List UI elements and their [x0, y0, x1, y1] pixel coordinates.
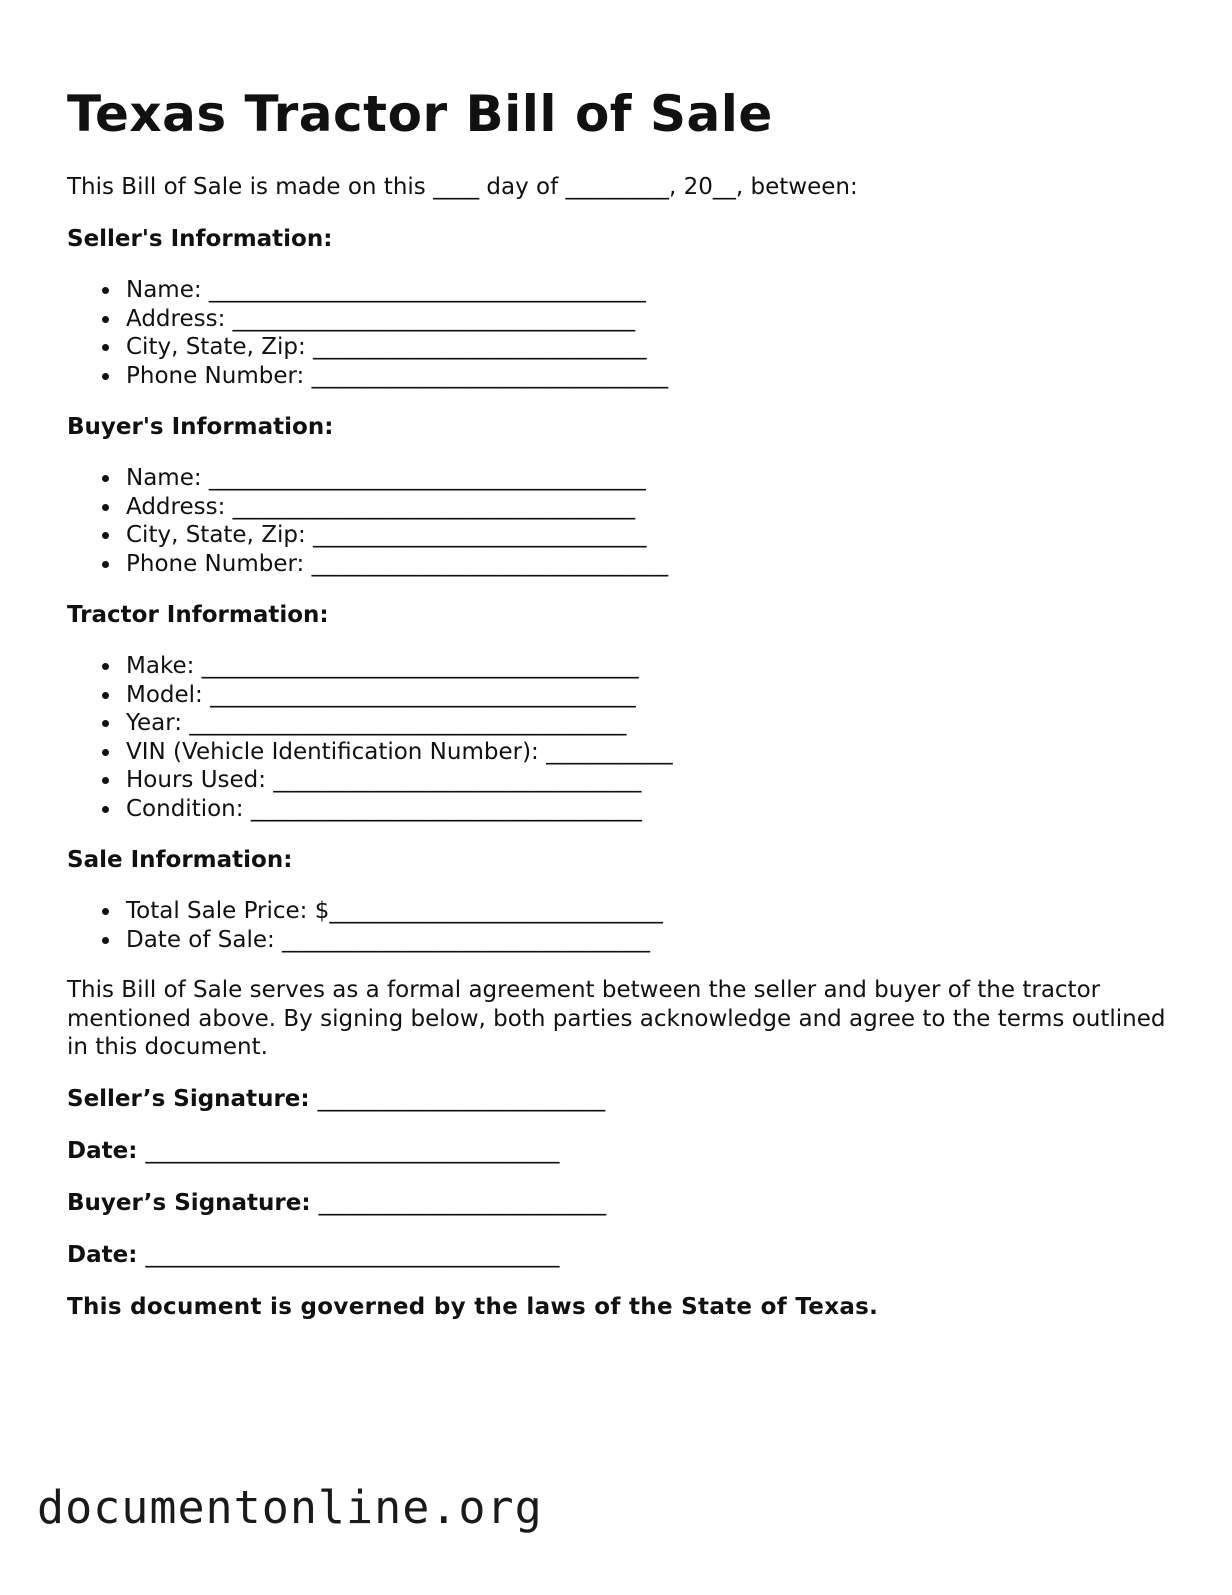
seller-signature-label: Seller’s Signature: — [67, 1085, 310, 1112]
buyer-fields-list — [67, 464, 1177, 578]
seller-phone-field: Phone Number: _______________________________ — [126, 362, 1177, 391]
seller-section-heading: Seller's Information: — [67, 226, 333, 252]
sale-price-field: Total Sale Price: $_____________________________ — [126, 897, 1177, 926]
governing-law-statement: This document is governed by the laws of the State of Texas. — [67, 1293, 879, 1320]
buyer-signature-label: Buyer’s Signature: — [67, 1189, 311, 1216]
seller-signature-blank: _________________________ — [317, 1085, 606, 1112]
sale-fields-list — [67, 897, 1177, 954]
tractor-year-field: Year: ______________________________________ — [126, 709, 1177, 738]
buyer-section-heading: Buyer's Information: — [67, 414, 334, 440]
agreement-paragraph: This Bill of Sale serves as a formal agreement between the seller and buyer of the tractor mentioned above. By signing below, both parties acknowledge and agree to the terms outlined in this document. — [67, 977, 1166, 1060]
seller-address-field: Address: ___________________________________ — [126, 305, 1177, 334]
buyer-date-label: Date: — [67, 1241, 138, 1268]
sale-date-field: Date of Sale: ________________________________ — [126, 926, 1177, 955]
seller-date-blank: ____________________________________ — [145, 1137, 560, 1164]
tractor-model-field: Model: _____________________________________ — [126, 681, 1177, 710]
buyer-signature-line — [67, 1188, 1177, 1218]
intro-text: This Bill of Sale is made on this ____ day of _________, 20__, between: — [67, 174, 858, 200]
seller-city-state-zip-field: City, State, Zip: _____________________________ — [126, 333, 1177, 362]
tractor-hours-field: Hours Used: ________________________________ — [126, 766, 1177, 795]
tractor-vin-field: VIN (Vehicle Identification Number): ___________ — [126, 738, 1177, 767]
tractor-condition-field: Condition: __________________________________ — [126, 795, 1177, 824]
seller-fields-list — [67, 276, 1177, 390]
watermark-text: documentonline.org — [37, 1481, 543, 1534]
buyer-signature-blank: _________________________ — [318, 1189, 607, 1216]
seller-date-label: Date: — [67, 1137, 138, 1164]
tractor-fields-list — [67, 652, 1177, 823]
buyer-address-field: Address: ___________________________________ — [126, 493, 1177, 522]
buyer-phone-field: Phone Number: _______________________________ — [126, 550, 1177, 579]
buyer-date-blank: ____________________________________ — [145, 1241, 560, 1268]
buyer-city-state-zip-field: City, State, Zip: _____________________________ — [126, 521, 1177, 550]
buyer-date-line — [67, 1240, 1177, 1270]
document-title: Texas Tractor Bill of Sale — [67, 85, 773, 143]
sale-section-heading: Sale Information: — [67, 847, 293, 873]
seller-date-line — [67, 1136, 1177, 1166]
document-page — [67, 84, 1177, 1322]
tractor-make-field: Make: ______________________________________ — [126, 652, 1177, 681]
buyer-name-field: Name: ______________________________________ — [126, 464, 1177, 493]
tractor-section-heading: Tractor Information: — [67, 602, 329, 628]
seller-name-field: Name: ______________________________________ — [126, 276, 1177, 305]
seller-signature-line — [67, 1084, 1177, 1114]
